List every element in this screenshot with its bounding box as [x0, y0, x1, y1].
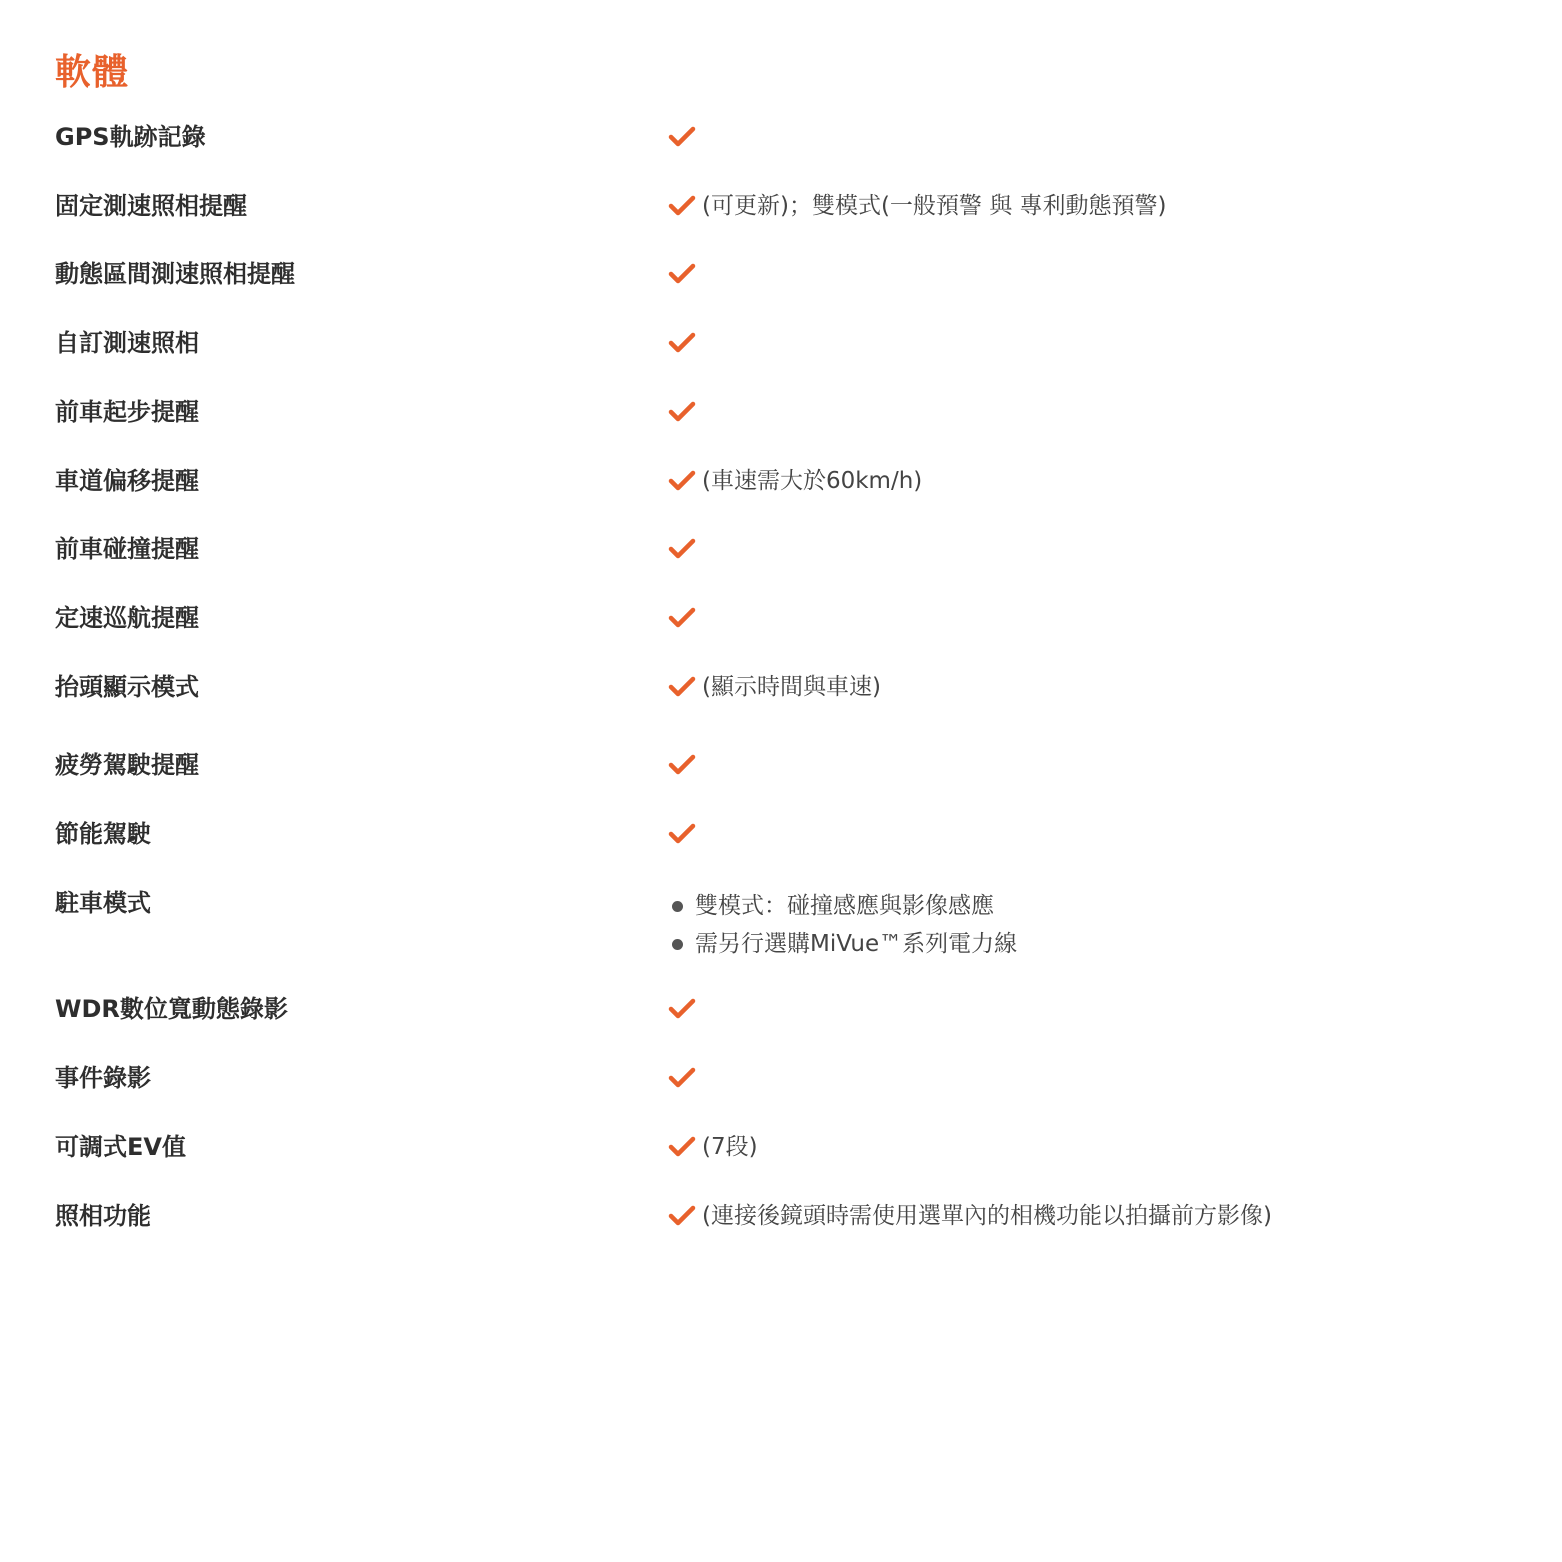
feature-note: (7段)	[702, 1134, 758, 1160]
feature-value	[668, 1062, 702, 1094]
feature-label: 定速巡航提醒	[55, 604, 199, 632]
feature-value	[668, 327, 702, 359]
feature-note: (可更新)；雙模式(一般預警 與 專利動態預警)	[702, 193, 1167, 219]
feature-label: 前車起步提醒	[55, 398, 199, 426]
bullet-dot-icon	[672, 901, 683, 912]
check-icon	[668, 537, 696, 561]
feature-label: 節能駕駛	[55, 820, 151, 848]
bullet-dot-icon	[672, 939, 683, 950]
feature-value	[668, 602, 702, 634]
feature-value	[668, 121, 702, 153]
feature-value	[668, 993, 702, 1025]
section-title: 軟體	[55, 52, 130, 93]
feature-label: 疲勞駕駛提醒	[55, 751, 199, 779]
feature-label: 固定測速照相提醒	[55, 192, 247, 220]
feature-label: 前車碰撞提醒	[55, 535, 199, 563]
check-icon	[668, 1066, 696, 1090]
feature-label: 事件錄影	[55, 1064, 151, 1092]
check-icon	[668, 400, 696, 424]
feature-label: GPS軌跡記錄	[55, 123, 206, 151]
feature-label: WDR數位寬動態錄影	[55, 995, 288, 1023]
feature-label: 自訂測速照相	[55, 329, 199, 357]
feature-value	[668, 190, 1167, 222]
feature-value	[668, 1200, 1272, 1232]
check-icon	[668, 262, 696, 286]
feature-note: (車速需大於60km/h)	[702, 468, 923, 494]
check-icon	[668, 194, 696, 218]
check-icon	[668, 822, 696, 846]
check-icon	[668, 675, 696, 699]
feature-label: 動態區間測速照相提醒	[55, 260, 295, 288]
parking-mode-bullet-list	[672, 887, 1017, 963]
feature-label: 抬頭顯示模式	[55, 673, 199, 701]
feature-note: (顯示時間與車速)	[702, 674, 881, 700]
feature-label: 照相功能	[55, 1202, 151, 1230]
feature-value	[668, 396, 702, 428]
feature-value	[668, 671, 881, 703]
feature-value	[668, 1131, 758, 1163]
feature-value	[668, 465, 922, 497]
bullet-item	[672, 925, 1017, 963]
bullet-item	[672, 887, 1017, 925]
check-icon	[668, 1135, 696, 1159]
check-icon	[668, 469, 696, 493]
bullet-text: 雙模式：碰撞感應與影像感應	[695, 893, 994, 919]
check-icon	[668, 606, 696, 630]
check-icon	[668, 1204, 696, 1228]
check-icon	[668, 125, 696, 149]
feature-note: (連接後鏡頭時需使用選單內的相機功能以拍攝前方影像)	[702, 1203, 1272, 1229]
feature-value	[668, 258, 702, 290]
feature-value	[668, 533, 702, 565]
feature-value	[668, 818, 702, 850]
feature-label: 可調式EV值	[55, 1133, 186, 1161]
check-icon	[668, 331, 696, 355]
check-icon	[668, 753, 696, 777]
bullet-text: 需另行選購MiVue™系列電力線	[695, 931, 1018, 957]
feature-label: 車道偏移提醒	[55, 467, 199, 495]
check-icon	[668, 997, 696, 1021]
feature-label: 駐車模式	[55, 889, 151, 917]
feature-value	[668, 749, 702, 781]
